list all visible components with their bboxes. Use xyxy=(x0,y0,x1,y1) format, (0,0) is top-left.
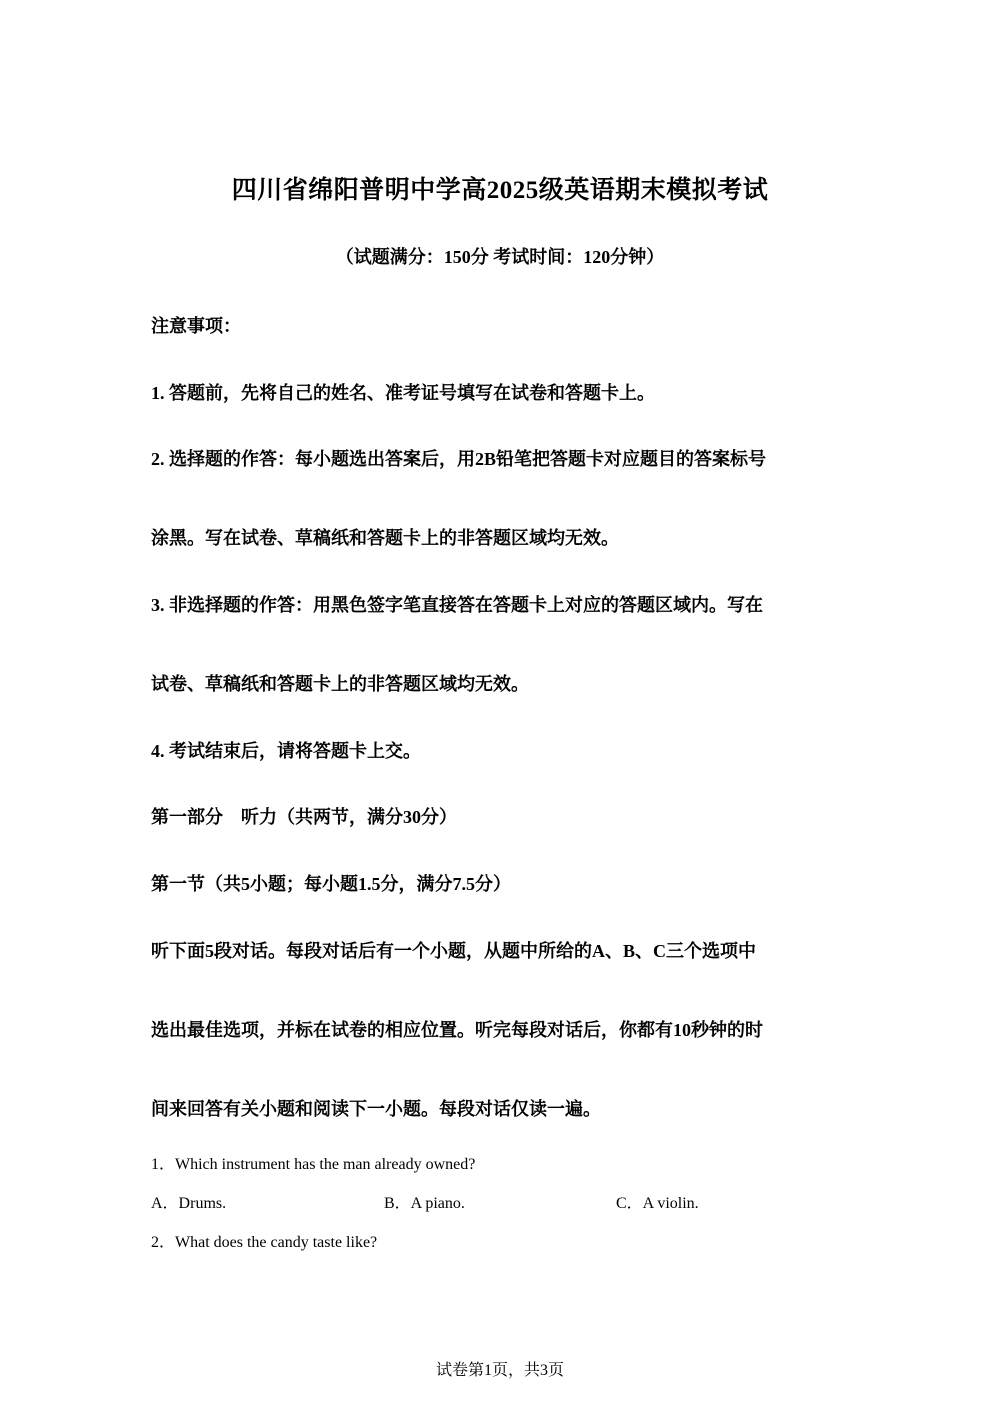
question-option: A．Drums. xyxy=(151,1195,227,1212)
notice-line: 试卷、草稿纸和答题卡上的非答题区域均无效。 xyxy=(151,674,529,694)
question-stem: 2．What does the candy taste like? xyxy=(151,1234,378,1251)
notice-line: 2. 选择题的作答：每小题选出答案后，用2B铅笔把答题卡对应题目的答案标号 xyxy=(151,449,767,469)
page-footer: 试卷第1页，共3页 xyxy=(435,1362,564,1379)
instruction-line: 间来回答有关小题和阅读下一小题。每段对话仅读一遍。 xyxy=(151,1099,601,1119)
notice-line: 1. 答题前，先将自己的姓名、准考证号填写在试卷和答题卡上。 xyxy=(151,383,655,403)
exam-title: 四川省绵阳普明中学高2025级英语期末模拟考试 xyxy=(231,177,769,204)
exam-subtitle: （试题满分：150分 考试时间：120分钟） xyxy=(335,247,665,267)
instruction-line: 听下面5段对话。每段对话后有一个小题，从题中所给的A、B、C三个选项中 xyxy=(151,941,757,961)
part-heading: 第一部分 听力（共两节，满分30分） xyxy=(151,807,457,827)
notice-line: 3. 非选择题的作答：用黑色签字笔直接答在答题卡上对应的答题区域内。写在 xyxy=(151,595,763,615)
notice-heading: 注意事项： xyxy=(151,316,241,336)
notice-line: 涂黑。写在试卷、草稿纸和答题卡上的非答题区域均无效。 xyxy=(151,528,619,548)
section-heading: 第一节（共5小题；每小题1.5分，满分7.5分） xyxy=(151,874,511,894)
question-stem: 1．Which instrument has the man already owned? xyxy=(151,1156,476,1173)
question-option: B．A piano. xyxy=(384,1195,465,1212)
instruction-line: 选出最佳选项，并标在试卷的相应位置。听完每段对话后，你都有10秒钟的时 xyxy=(151,1020,763,1040)
notice-line: 4. 考试结束后，请将答题卡上交。 xyxy=(151,741,421,761)
question-option: C．A violin. xyxy=(616,1195,699,1212)
